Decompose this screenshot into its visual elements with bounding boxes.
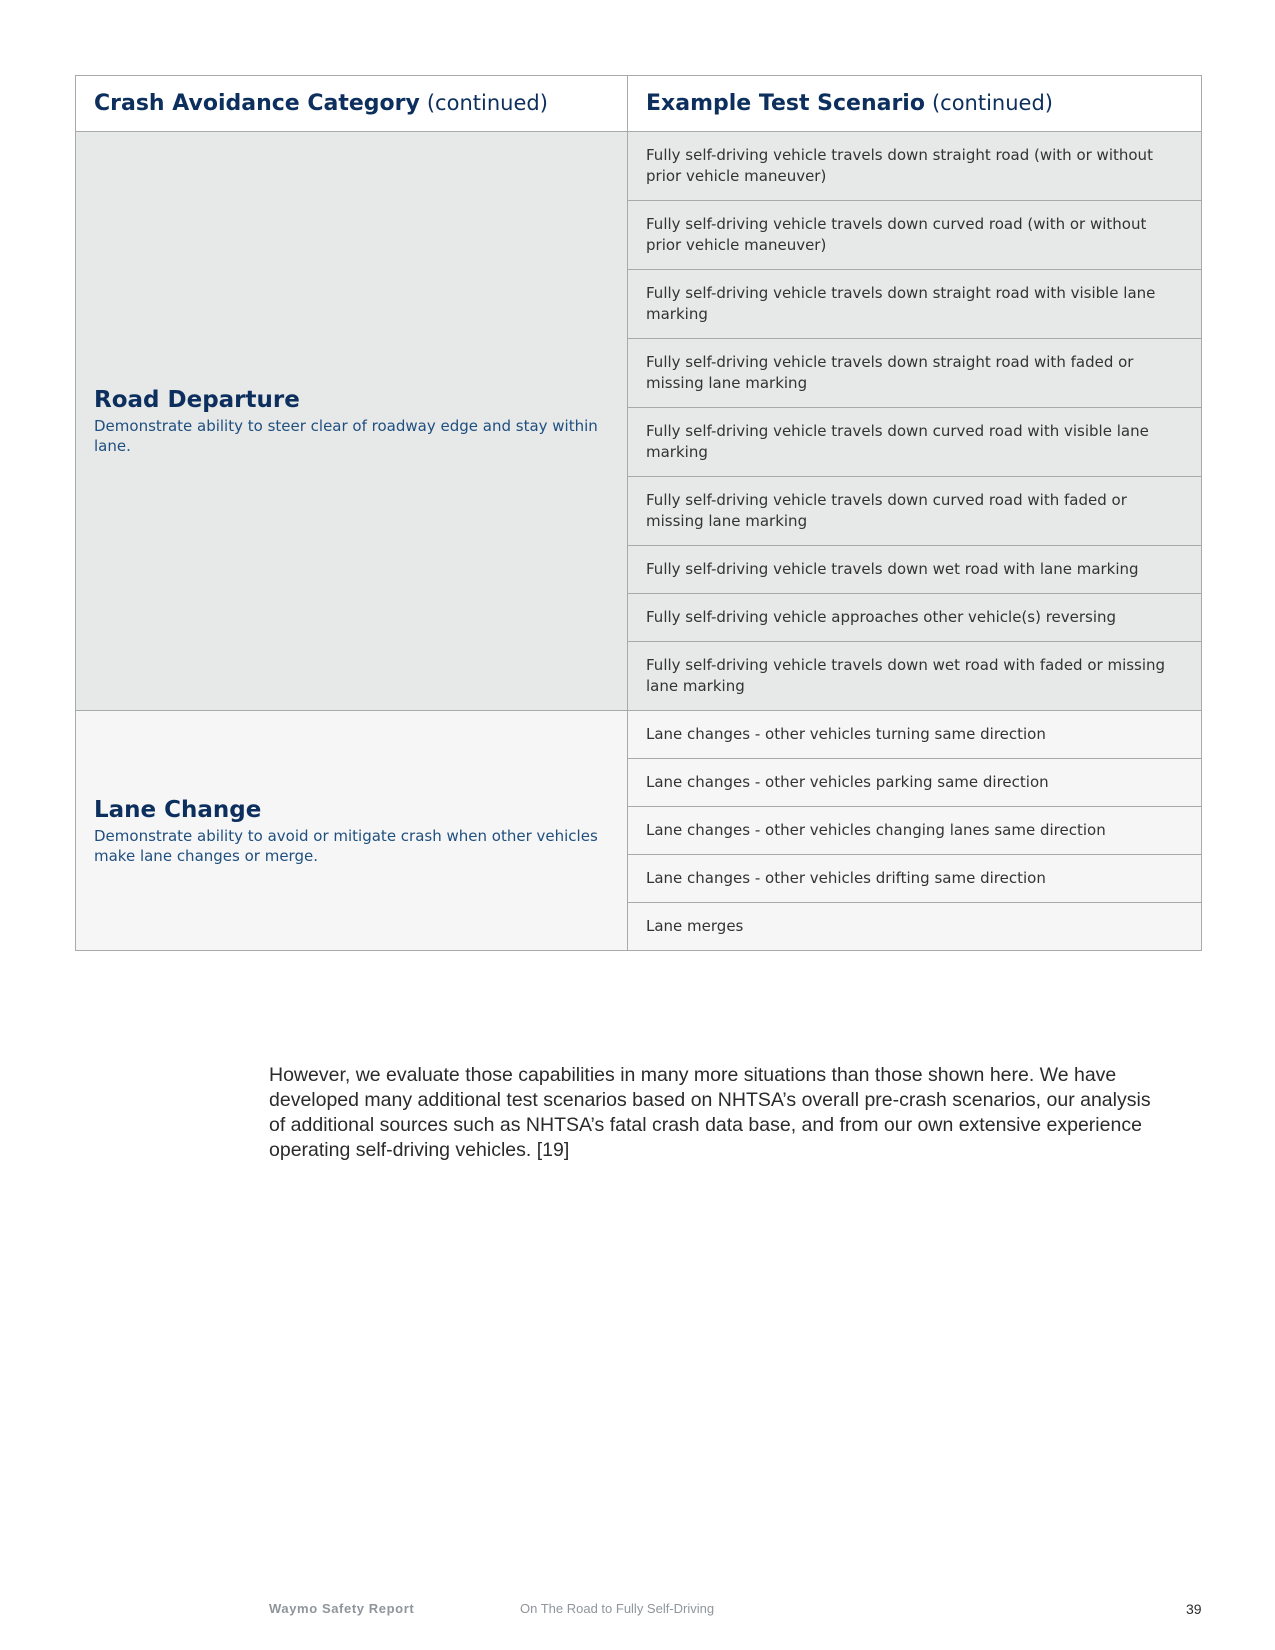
scenario-cell: Fully self-driving vehicle travels down straight road with faded or missing lane marking <box>628 339 1202 408</box>
header-scenario <box>628 76 1202 132</box>
scenario-cell: Lane merges <box>628 903 1202 951</box>
scenario-cell: Lane changes - other vehicles turning same direction <box>628 711 1202 759</box>
crash-avoidance-table <box>75 75 1202 951</box>
category-title: Lane Change <box>94 796 262 823</box>
table-row <box>76 132 1202 201</box>
header-category <box>76 76 628 132</box>
scenario-cell: Fully self-driving vehicle travels down straight road with visible lane marking <box>628 270 1202 339</box>
scenario-cell: Fully self-driving vehicle travels down curved road with faded or missing lane marking <box>628 477 1202 546</box>
table-row <box>76 711 1202 759</box>
body-paragraph: However, we evaluate those capabilities in many more situations than those shown here. We have developed many additional test scenarios based on NHTSA’s overall pre-crash scenarios, our analysis of additional sources such as NHTSA’s fatal crash data base, and from our own extensive experience operating self-driving vehicles. [19] <box>269 1063 1151 1161</box>
scenario-cell: Fully self-driving vehicle travels down wet road with lane marking <box>628 546 1202 594</box>
category-title: Road Departure <box>94 387 300 413</box>
category-road-departure <box>76 132 628 711</box>
scenario-cell: Lane changes - other vehicles changing lanes same direction <box>628 807 1202 855</box>
header-scenario-suffix: (continued) <box>931 91 1053 115</box>
scenario-cell: Fully self-driving vehicle travels down wet road with faded or missing lane marking <box>628 642 1202 711</box>
table-header-row <box>76 76 1202 132</box>
scenario-cell: Fully self-driving vehicle travels down straight road (with or without prior vehicle maneuver) <box>628 132 1202 201</box>
scenario-cell: Fully self-driving vehicle travels down curved road (with or without prior vehicle maneuver) <box>628 201 1202 270</box>
header-category-suffix: (continued) <box>426 91 548 115</box>
header-category-label: Crash Avoidance Category <box>94 91 420 116</box>
footer-subtitle: On The Road to Fully Self-Driving <box>520 1601 715 1616</box>
footer-report-title: Waymo Safety Report <box>269 1601 415 1616</box>
scenario-cell: Fully self-driving vehicle approaches other vehicle(s) reversing <box>628 594 1202 642</box>
scenario-cell: Lane changes - other vehicles drifting same direction <box>628 855 1202 903</box>
category-description: Demonstrate ability to steer clear of roadway edge and stay within lane. <box>94 417 598 455</box>
page-number: 39 <box>1186 1601 1202 1617</box>
category-description: Demonstrate ability to avoid or mitigate crash when other vehicles make lane changes or merge. <box>94 826 598 865</box>
scenario-cell: Lane changes - other vehicles parking same direction <box>628 759 1202 807</box>
category-lane-change <box>76 711 628 951</box>
scenario-cell: Fully self-driving vehicle travels down curved road with visible lane marking <box>628 408 1202 477</box>
header-scenario-label: Example Test Scenario <box>646 91 925 116</box>
